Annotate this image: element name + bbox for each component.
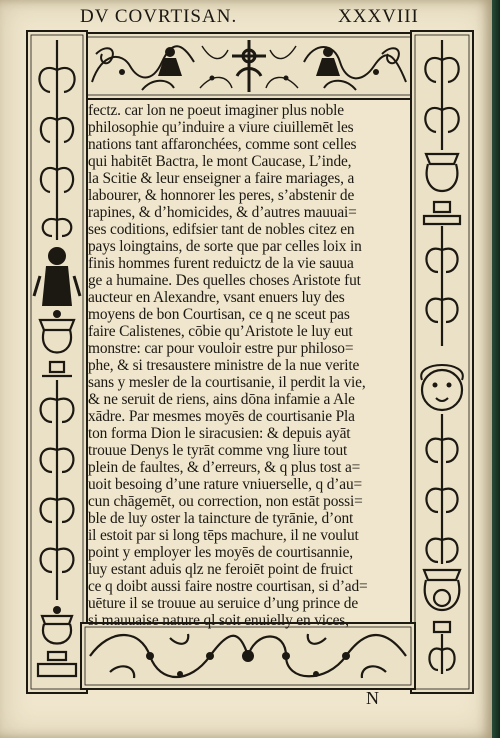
text-line: ses coditions, edifsier tant de nobles citez en bbox=[88, 221, 355, 238]
text-line: point y employer les moyēs de courtisannie, bbox=[88, 544, 353, 561]
text-line: ble de luy oster la taincture de tyrānie, d’ont bbox=[88, 510, 354, 527]
text-line: finis hommes furent reduictz de la vie sauua bbox=[88, 255, 354, 272]
text-line: labourer, & honnorer les peres, s’abstenir de bbox=[88, 187, 355, 204]
text-line: fectz. car lon ne poeut imaginer plus noble bbox=[88, 102, 344, 119]
text-line: nations tant affaronchées, comme sont celles bbox=[88, 136, 357, 153]
text-line: cun chāgemēt, ou correction, non estāt possi= bbox=[88, 493, 363, 510]
signature-mark: N bbox=[366, 688, 379, 708]
right-pillar-woodcut bbox=[410, 30, 474, 694]
body-text bbox=[88, 102, 414, 629]
text-line: uoit besoing d’une rature vniuerselle, q d’au= bbox=[88, 476, 363, 493]
book-cover-edge bbox=[492, 0, 500, 738]
folio-number: XXXVIII bbox=[338, 6, 419, 27]
text-line: pays loingtains, de sorte que par celles loix in bbox=[88, 238, 362, 255]
text-line: phe, & si tresaustere ministre de la nue verite bbox=[88, 357, 360, 374]
text-line: qui habitēt Bactra, le mont Caucase, L’inde, bbox=[88, 153, 352, 170]
text-line: rapines, & d’homicides, & d’autres mauuai= bbox=[88, 204, 357, 221]
bottom-ornament-woodcut bbox=[80, 622, 416, 690]
text-line: xādre. Par mesmes moyēs de courtisanie Pla bbox=[88, 408, 355, 425]
text-line: ge a humaine. Des quelles choses Aristote fut bbox=[88, 272, 361, 289]
text-line: moyens de bon Courtisan, ce q ne sceut pas bbox=[88, 306, 350, 323]
running-head: DV COVRTISAN. bbox=[80, 6, 238, 27]
text-line: plein de faultes, & d’erreurs, & q plus tost a= bbox=[88, 459, 361, 476]
text-line: la Scitie & leur enseigner a faire mariages, a bbox=[88, 170, 355, 187]
text-line: uēture il se trouue au seruice d’ung prince de bbox=[88, 595, 359, 612]
text-line: ton forma Dion le siracusien: & depuis ayāt bbox=[88, 425, 351, 442]
text-line: philosophie qu’induire a viure ciuillemēt les bbox=[88, 119, 354, 136]
top-ornament-woodcut bbox=[82, 32, 416, 100]
text-line: faire Calistenes, cōbie qu’Aristote le luy eut bbox=[88, 323, 353, 340]
text-line: & ne seruit de riens, ains dōna infamie a Ale bbox=[88, 391, 355, 408]
text-line: monstre: car pour vouloir estre pur philoso= bbox=[88, 340, 354, 357]
page-header bbox=[0, 4, 492, 30]
text-line: aucteur en Alexandre, vsant enuers luy des bbox=[88, 289, 345, 306]
text-line: luy estant aduis qlz ne feroiēt point de fruict bbox=[88, 561, 353, 578]
left-pillar-woodcut bbox=[26, 30, 88, 694]
text-line: ce q doibt aussi faire nostre courtisan, si d’ad= bbox=[88, 578, 368, 595]
text-line: trouue Denys le tyrāt comme vng liure tout bbox=[88, 442, 348, 459]
text-line: si mauuaise nature ql soit enuielly en vices, bbox=[88, 612, 349, 629]
text-line: il estoit par si long tēps machure, il ne voulut bbox=[88, 527, 359, 544]
text-line: sans y mesler de la courtisanie, il perdit la vie, bbox=[88, 374, 366, 391]
